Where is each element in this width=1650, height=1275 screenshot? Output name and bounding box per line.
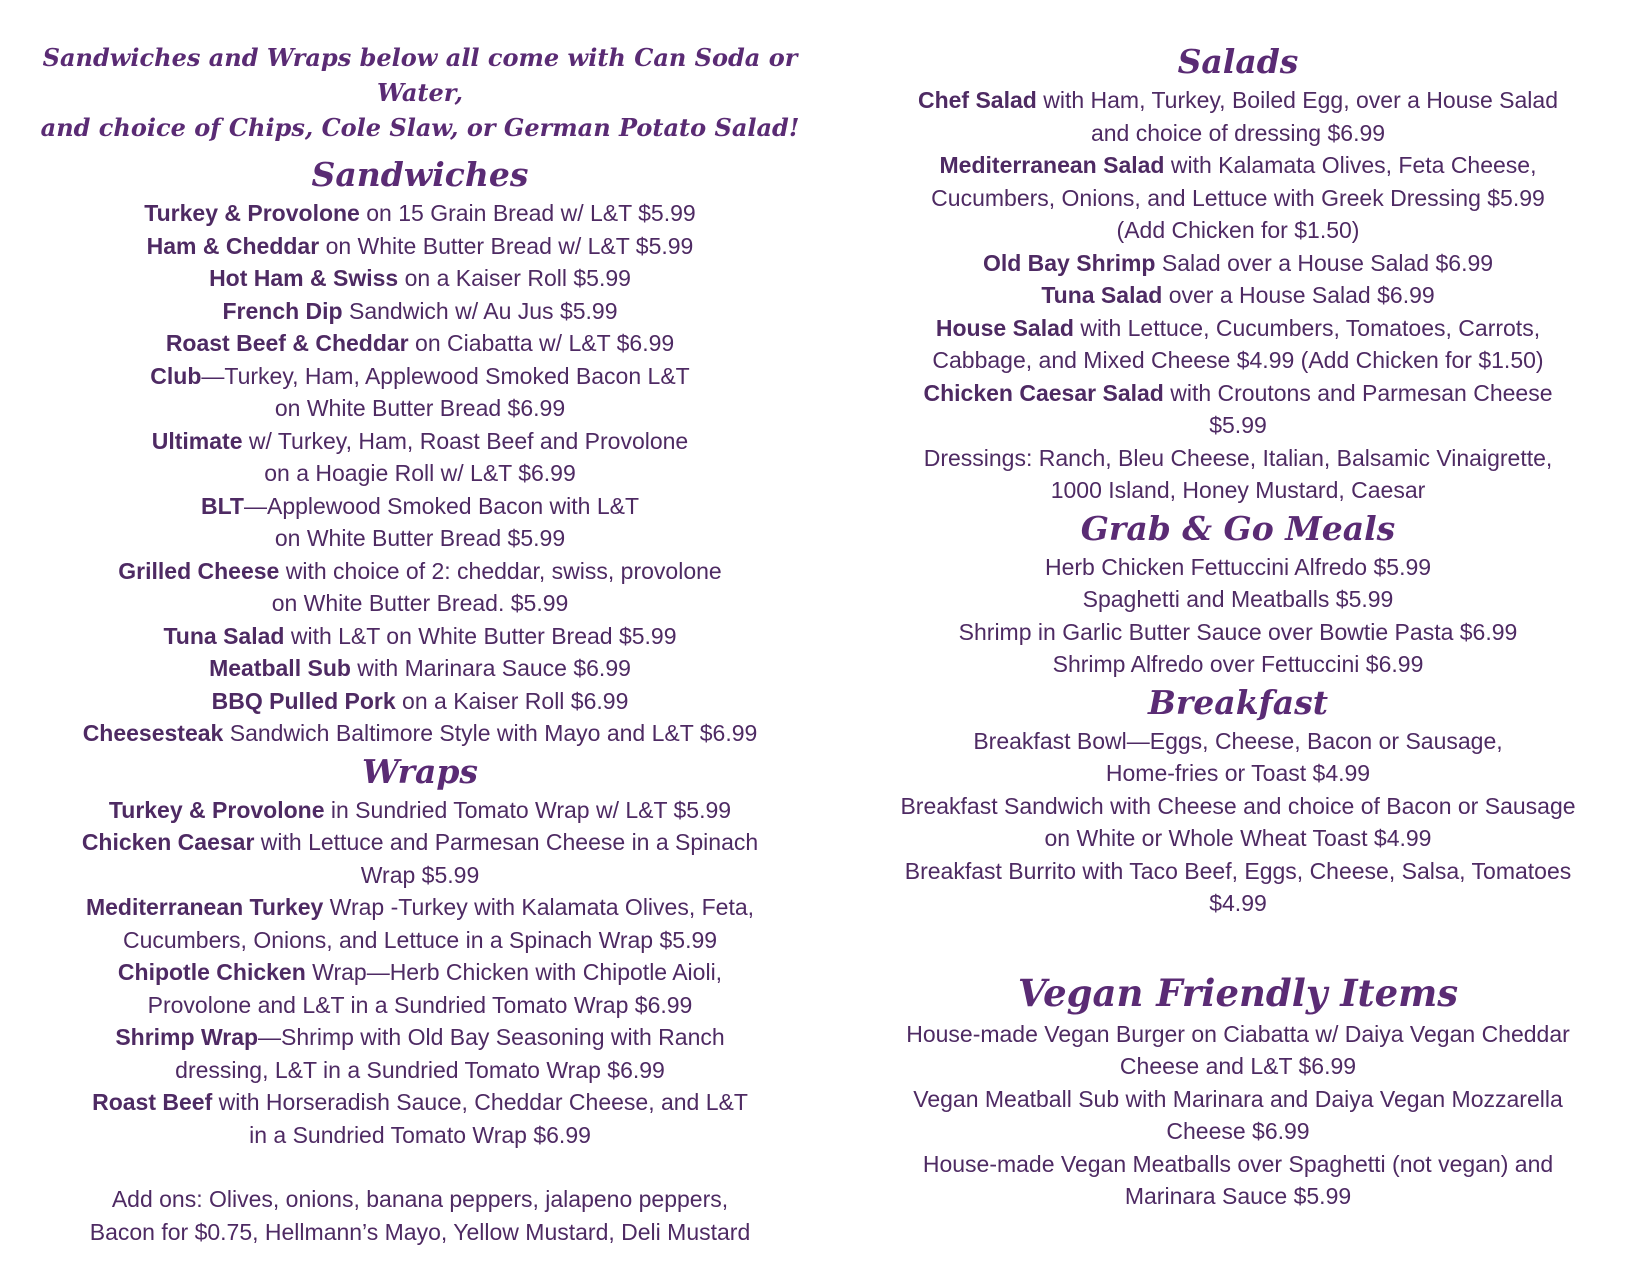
dressings-line: Dressings: Ranch, Bleu Cheese, Italian, Balsamic Vinaigrette,	[923, 444, 1553, 471]
menu-item-name: Ham & Cheddar	[146, 232, 320, 259]
menu-item-line	[30, 392, 810, 425]
menu-item-line	[30, 620, 810, 653]
menu-item-description: and choice of dressing $6.99	[1090, 119, 1386, 146]
menu-item-line	[30, 522, 810, 555]
menu-item-description: over a House Salad $6.99	[1162, 282, 1435, 308]
right-column	[858, 40, 1618, 1213]
menu-item-line	[858, 312, 1618, 345]
menu-item-line	[858, 182, 1618, 215]
menu-item-line	[30, 717, 810, 750]
menu-item: Shrimp in Garlic Butter Sauce over Bowtie Pasta $6.99	[958, 618, 1518, 645]
wraps-heading: Wraps	[362, 751, 478, 791]
menu-item-description: Sandwich w/ Au Jus $5.99	[342, 297, 618, 324]
left-column	[30, 40, 810, 1248]
sandwiches-heading: Sandwiches	[311, 155, 529, 194]
menu-item	[30, 197, 810, 230]
menu-item-name: Chef Salad	[917, 87, 1037, 113]
menu-item-description: Provolone and L&T in a Sundried Tomato Wrap $6.99	[147, 991, 693, 1018]
menu-item	[858, 1148, 1618, 1213]
menu-item-name: Chipotle Chicken	[117, 959, 306, 985]
menu-item-line	[30, 327, 810, 360]
menu-item-line	[30, 262, 810, 295]
menu-item-line: Home-fries or Toast $4.99	[1105, 760, 1371, 786]
menu-item-line: Vegan Meatball Sub with Marinara and Daiya Vegan Mozzarella	[913, 1085, 1563, 1112]
addons-note	[30, 1183, 810, 1248]
menu-item-line	[858, 117, 1618, 150]
menu-item-description: (Add Chicken for $1.50)	[1116, 217, 1360, 243]
menu-item-name: Turkey & Provolone	[108, 796, 325, 823]
salads-list	[858, 84, 1618, 442]
menu-item-name: Chicken Caesar	[81, 829, 255, 855]
menu-item	[858, 1083, 1618, 1148]
menu-item	[30, 685, 810, 718]
menu-item-line: Cheese $6.99	[1166, 1118, 1310, 1144]
menu-item	[30, 717, 810, 750]
menu-item	[858, 149, 1618, 247]
menu-item-description: dressing, L&T in a Sundried Tomato Wrap $6.99	[175, 1056, 665, 1083]
menu-item-line	[30, 197, 810, 230]
menu-item	[858, 377, 1618, 442]
menu-item-name: Chicken Caesar Salad	[923, 379, 1164, 406]
menu-item-name: Club	[150, 362, 202, 389]
menu-item	[30, 262, 810, 295]
menu-item-description: on a Kaiser Roll $6.99	[395, 687, 629, 714]
menu-item-description: with Croutons and Parmesan Cheese	[1163, 379, 1553, 406]
menu-item-description: Wrap $5.99	[360, 861, 480, 888]
menu-item-name: Cheesesteak	[82, 720, 224, 746]
menu-item	[30, 555, 810, 620]
menu-item-description: —Applewood Smoked Bacon with L&T	[243, 492, 640, 519]
menu-item-description: Salad over a House Salad $6.99	[1155, 249, 1494, 276]
menu-item-line	[30, 652, 810, 685]
menu-item-description: on White Butter Bread w/ L&T $5.99	[319, 232, 694, 259]
spacer	[30, 1151, 810, 1183]
menu-item-name: Shrimp Wrap	[115, 1024, 259, 1050]
menu-item-name: Meatball Sub	[209, 655, 351, 681]
menu-item-line	[858, 149, 1618, 182]
vegan-heading: Vegan Friendly Items	[1017, 970, 1459, 1015]
menu-item-description: with Lettuce, Cucumbers, Tomatoes, Carrots,	[1073, 314, 1541, 341]
menu-item-line	[858, 247, 1618, 280]
menu-item-description: Wrap -Turkey with Kalamata Olives, Feta,	[323, 894, 755, 920]
menu-item-line	[858, 214, 1618, 247]
menu-item	[30, 891, 810, 956]
menu-item-line	[30, 295, 810, 328]
menu-item	[30, 652, 810, 685]
menu-item-line	[858, 409, 1618, 442]
grab-and-go-heading: Grab & Go Meals	[1080, 508, 1396, 548]
menu-item-line: Breakfast Burrito with Taco Beef, Eggs, Cheese, Salsa, Tomatoes	[904, 857, 1572, 884]
menu-item-description: Cucumbers, Onions, and Lettuce in a Spinach Wrap $5.99	[122, 926, 718, 953]
menu-item-line: Breakfast Bowl—Eggs, Cheese, Bacon or Sausage,	[973, 727, 1503, 754]
menu-item-line	[30, 457, 810, 490]
menu-item-line	[30, 230, 810, 263]
breakfast-list	[858, 725, 1618, 920]
menu-item-line	[30, 685, 810, 718]
menu-item: Shrimp Alfredo over Fettuccini $6.99	[1052, 651, 1424, 677]
menu-item	[30, 425, 810, 490]
menu-item-name: Old Bay Shrimp	[982, 249, 1156, 276]
menu-item-name: Tuna Salad	[163, 622, 285, 649]
menu-item	[858, 279, 1618, 312]
menu-item-line	[858, 279, 1618, 312]
addons-line: Add ons: Olives, onions, banana peppers, jalapeno peppers,	[111, 1186, 729, 1212]
sandwiches-list	[30, 197, 810, 750]
menu-item-line	[30, 956, 810, 989]
menu-item	[858, 790, 1618, 855]
menu-item-name: Ultimate	[151, 427, 243, 454]
menu-item-line	[30, 1054, 810, 1087]
menu-item-name: Hot Ham & Swiss	[209, 265, 399, 291]
menu-item-line	[30, 924, 810, 957]
menu-item-name: Roast Beef	[92, 1089, 213, 1115]
menu-item-description: with L&T on White Butter Bread $5.99	[284, 622, 677, 649]
menu-item-description: on White Butter Bread $6.99	[274, 395, 566, 421]
menu-item	[30, 230, 810, 263]
menu-item-line: House-made Vegan Burger on Ciabatta w/ Daiya Vegan Cheddar	[906, 1020, 1570, 1047]
menu-item-description: in Sundried Tomato Wrap w/ L&T $5.99	[324, 796, 732, 823]
menu-item	[858, 1018, 1618, 1083]
menu-item-description: —Turkey, Ham, Applewood Smoked Bacon L&T	[201, 362, 690, 389]
menu-item-description: on White Butter Bread $5.99	[274, 525, 566, 551]
menu-item-description: with Ham, Turkey, Boiled Egg, over a House Salad	[1036, 87, 1559, 113]
menu-item-line	[30, 891, 810, 924]
menu-item-name: BBQ Pulled Pork	[211, 687, 396, 714]
menu-item	[858, 855, 1618, 920]
menu-item-name: Tuna Salad	[1041, 282, 1163, 308]
menu-item	[30, 826, 810, 891]
menu-item	[30, 490, 810, 555]
menu-item-line: on White or Whole Wheat Toast $4.99	[1044, 825, 1432, 851]
menu-item	[30, 1086, 810, 1151]
menu-item-line	[858, 344, 1618, 377]
menu-item-line	[30, 555, 810, 588]
menu-item-name: House Salad	[935, 314, 1074, 341]
menu-item-description: on Ciabatta w/ L&T $6.99	[408, 330, 675, 356]
menu-item-line: House-made Vegan Meatballs over Spaghetti (not vegan) and	[922, 1150, 1554, 1177]
menu-item	[30, 327, 810, 360]
dressings-line: 1000 Island, Honey Mustard, Caesar	[1050, 477, 1426, 503]
menu-item-line	[30, 490, 810, 523]
intro-note	[30, 40, 810, 145]
menu-item-line	[30, 360, 810, 393]
menu-item-description: with Marinara Sauce $6.99	[350, 655, 631, 681]
menu-item-name: Mediterranean Turkey	[85, 894, 324, 920]
menu-item: Herb Chicken Fettuccini Alfredo $5.99	[1044, 553, 1432, 580]
menu-item-line	[30, 425, 810, 458]
menu-item-name: BLT	[200, 492, 244, 519]
menu-item-description: on 15 Grain Bread w/ L&T $5.99	[359, 200, 696, 226]
menu-item-line: $4.99	[1209, 890, 1267, 916]
addons-line: Bacon for $0.75, Hellmann’s Mayo, Yellow Mustard, Deli Mustard	[89, 1218, 751, 1245]
menu-item-line	[30, 989, 810, 1022]
menu-item	[858, 84, 1618, 149]
menu-item	[30, 360, 810, 425]
wraps-list	[30, 794, 810, 1152]
menu-item-line: Marinara Sauce $5.99	[1124, 1183, 1352, 1209]
dressings-note	[858, 442, 1618, 507]
menu-item	[30, 794, 810, 827]
menu-item-description: on a Hoagie Roll w/ L&T $6.99	[264, 460, 576, 486]
menu-item-description: in a Sundried Tomato Wrap $6.99	[249, 1121, 591, 1148]
menu-item-line: Breakfast Sandwich with Cheese and choice of Bacon or Sausage	[900, 792, 1576, 819]
menu-item-description: with Lettuce and Parmesan Cheese in a Spinach	[254, 829, 759, 855]
menu-item-line	[30, 859, 810, 892]
menu-item-line	[858, 84, 1618, 117]
menu-item-description: —Shrimp with Old Bay Seasoning with Ranch	[258, 1024, 725, 1050]
salads-heading: Salads	[1177, 42, 1299, 81]
menu-item-line	[30, 794, 810, 827]
menu-item-line	[30, 1119, 810, 1152]
menu-item-line	[858, 377, 1618, 410]
menu-item-description: $5.99	[1209, 412, 1267, 438]
vegan-list	[858, 1018, 1618, 1213]
menu-item-description: Wrap—Herb Chicken with Chipotle Aioli,	[305, 959, 723, 985]
menu-item	[30, 620, 810, 653]
grab-and-go-list	[858, 551, 1618, 681]
menu-item-name: Turkey & Provolone	[144, 200, 360, 226]
intro-line: Sandwiches and Wraps below all come with Can Soda or Water,	[42, 43, 798, 107]
menu-item-line: Cheese and L&T $6.99	[1119, 1053, 1357, 1079]
menu-item	[30, 295, 810, 328]
menu-item-name: Roast Beef & Cheddar	[165, 330, 409, 356]
menu-item	[858, 247, 1618, 280]
menu-item	[30, 956, 810, 1021]
intro-line: and choice of Chips, Cole Slaw, or German Potato Salad!	[40, 113, 800, 142]
breakfast-heading: Breakfast	[1148, 682, 1328, 722]
menu-item-name: French Dip	[222, 297, 343, 324]
menu-item-description: with Kalamata Olives, Feta Cheese,	[1164, 152, 1537, 178]
menu-item-description: w/ Turkey, Ham, Roast Beef and Provolone	[242, 427, 689, 454]
menu-item-name: Mediterranean Salad	[939, 152, 1165, 178]
menu-item	[858, 725, 1618, 790]
menu-item	[858, 312, 1618, 377]
menu-item-description: on a Kaiser Roll $5.99	[398, 265, 631, 291]
menu-item-line	[30, 1021, 810, 1054]
menu-item-description: with Horseradish Sauce, Cheddar Cheese, and L&T	[212, 1089, 748, 1115]
menu-item: Spaghetti and Meatballs $5.99	[1082, 586, 1394, 612]
menu-item-description: Cabbage, and Mixed Cheese $4.99 (Add Chicken for $1.50)	[932, 347, 1544, 373]
menu-item-line	[30, 826, 810, 859]
menu-item-line	[30, 587, 810, 620]
menu-item-name: Grilled Cheese	[118, 557, 280, 584]
menu-item-description: Cucumbers, Onions, and Lettuce with Greek Dressing $5.99	[931, 184, 1545, 211]
menu-item-description: with choice of 2: cheddar, swiss, provolone	[279, 557, 722, 584]
menu-item-description: on White Butter Bread. $5.99	[271, 590, 569, 616]
menu-item-line	[30, 1086, 810, 1119]
menu-item-description: Sandwich Baltimore Style with Mayo and L&T $6.99	[223, 720, 758, 746]
spacer	[858, 920, 1618, 968]
menu-item	[30, 1021, 810, 1086]
